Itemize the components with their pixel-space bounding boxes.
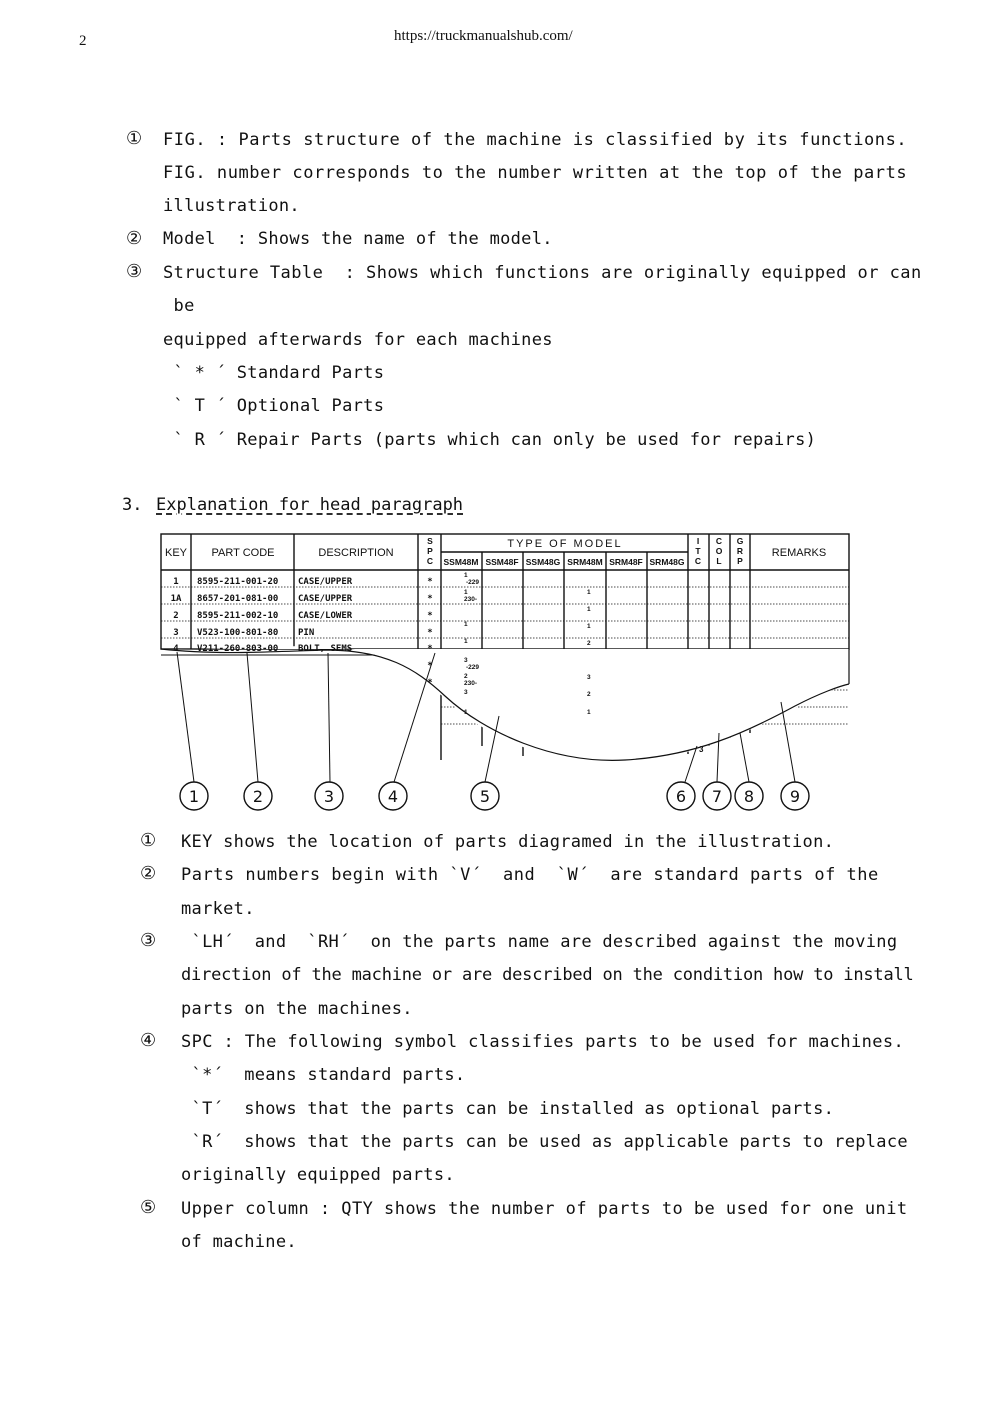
- list2-item3-line2: direction of the machine or are described on the condition how to install: [181, 965, 914, 985]
- header-type-of-model: TYPE OF MODEL: [507, 538, 623, 550]
- header-model-2: SSM48F: [485, 557, 519, 567]
- qty-mark: 2: [464, 673, 468, 680]
- header-itc-t: T: [695, 546, 701, 556]
- qty-mark: 1: [464, 638, 468, 645]
- section-number: 3.: [122, 495, 143, 515]
- row5-key: 4: [173, 644, 179, 654]
- header-itc-c: C: [694, 556, 702, 566]
- qty-mark: 230-: [464, 680, 478, 687]
- list1-item3-line5: ` T ´ Optional Parts: [163, 396, 385, 416]
- header-part-code: PART CODE: [211, 547, 275, 559]
- header-spc-s: S: [427, 536, 433, 546]
- qty-mark: 2: [587, 691, 591, 698]
- list2-marker-3: ③: [140, 930, 157, 951]
- row5-part-code: V211-260-803-00: [197, 644, 279, 654]
- row4-description: PIN: [298, 628, 315, 638]
- header-col-o: O: [715, 546, 723, 556]
- row3-description: CASE/LOWER: [298, 611, 353, 621]
- row4-key: 3: [173, 628, 179, 638]
- list2-item5-line2: of machine.: [181, 1232, 297, 1252]
- header-col-l: L: [716, 556, 722, 566]
- callout-5: 5: [479, 787, 491, 806]
- list1-marker-1: ①: [126, 128, 143, 149]
- row6-spc: *: [427, 661, 433, 671]
- list1-marker-2: ②: [126, 228, 143, 249]
- qty-mark: 1: [464, 621, 468, 628]
- qty-mark: 1: [587, 709, 591, 716]
- header-model-1: SSM48M: [443, 557, 479, 567]
- parts-table-diagram: [155, 528, 855, 818]
- callout-9: 9: [789, 787, 801, 806]
- header-itc-i: I: [696, 536, 700, 546]
- callout-8: 8: [743, 787, 755, 806]
- qty-mark: 2: [587, 640, 591, 647]
- qty-mark: 230-: [464, 596, 478, 603]
- qty-mark: 1: [587, 623, 591, 630]
- list2-marker-1: ①: [140, 830, 157, 851]
- list1-item1-line2: FIG. number corresponds to the number written at the top of the parts: [163, 163, 908, 183]
- qty-mark: -229: [466, 579, 480, 586]
- section-title: Explanation for head paragraph: [156, 495, 464, 515]
- list1-item3-line3: equipped afterwards for each machines: [163, 330, 553, 350]
- row1-spc: *: [427, 577, 433, 587]
- list1-item1-line3: illustration.: [163, 196, 300, 216]
- row3-part-code: 8595-211-002-10: [197, 611, 279, 621]
- row2-description: CASE/UPPER: [298, 594, 353, 604]
- header-description: DESCRIPTION: [318, 547, 394, 559]
- qty-mark: 1: [464, 589, 468, 596]
- callout-6: 6: [675, 787, 687, 806]
- qty-mark: 3: [464, 657, 468, 664]
- row7-spc: *: [427, 678, 433, 688]
- row2-key: 1A: [170, 594, 182, 604]
- page-number: 2: [79, 33, 87, 49]
- header-model-4: SRM48M: [567, 557, 603, 567]
- list2-item4-line4: `R´ shows that the parts can be used as applicable parts to replace: [181, 1132, 908, 1152]
- row5-spc: *: [427, 644, 433, 654]
- list1-marker-3: ③: [126, 261, 143, 282]
- site-url[interactable]: https://truckmanualshub.com/: [394, 28, 573, 44]
- list2-marker-4: ④: [140, 1030, 157, 1051]
- row4-part-code: V523-100-801-80: [197, 628, 279, 638]
- callout-2: 2: [252, 787, 264, 806]
- header-model-3: SSM48G: [525, 557, 561, 567]
- list1-item1-line1: FIG. : Parts structure of the machine is classified by its functions.: [163, 130, 908, 150]
- callout-3: 3: [323, 787, 335, 806]
- header-grp-g: G: [736, 536, 744, 546]
- qty-mark: 1: [587, 606, 591, 613]
- list2-item4-line3: `T´ shows that the parts can be installed as optional parts.: [181, 1099, 835, 1119]
- list1-item2-line1: Model : Shows the name of the model.: [163, 229, 553, 249]
- itc-mark: 3: [699, 745, 704, 754]
- callout-4: 4: [387, 787, 399, 806]
- row1-description: CASE/UPPER: [298, 577, 353, 587]
- header-model-5: SRM48F: [609, 557, 643, 567]
- header-col-c: C: [715, 536, 723, 546]
- list2-item4-line5: originally equipped parts.: [181, 1165, 455, 1185]
- list2-marker-2: ②: [140, 863, 157, 884]
- list1-item3-line2: be: [163, 296, 195, 316]
- list1-item3-line1: Structure Table : Shows which functions are originally equipped or can: [163, 263, 922, 283]
- list2-item5-line1: Upper column : QTY shows the number of parts to be used for one unit: [181, 1199, 908, 1219]
- row1-key: 1: [173, 577, 179, 587]
- row2-part-code: 8657-201-081-00: [197, 594, 279, 604]
- qty-mark: 1: [464, 709, 468, 716]
- row4-spc: *: [427, 628, 433, 638]
- row5-description: BOLT, SEMS: [298, 644, 353, 654]
- qty-mark: 3: [464, 689, 468, 696]
- callout-7: 7: [711, 787, 723, 806]
- header-spc-p: P: [427, 546, 433, 556]
- list2-item4-line1: SPC : The following symbol classifies parts to be used for machines.: [181, 1032, 905, 1052]
- row3-key: 2: [173, 611, 179, 621]
- header-model-6: SRM48G: [649, 557, 685, 567]
- qty-mark: 1: [464, 572, 468, 579]
- list2-item4-line2: `*´ means standard parts.: [181, 1065, 466, 1085]
- header-grp-p: P: [737, 556, 743, 566]
- list1-item3-line6: ` R ´ Repair Parts (parts which can only be used for repairs): [163, 430, 817, 450]
- header-remarks: REMARKS: [771, 547, 827, 559]
- list1-item3-line4: ` * ´ Standard Parts: [163, 363, 385, 383]
- header-spc-c: C: [426, 556, 434, 566]
- qty-mark: -229: [466, 664, 480, 671]
- list2-item2-line1: Parts numbers begin with `V´ and `W´ are standard parts of the: [181, 865, 879, 885]
- list2-item3-line1: `LH´ and `RH´ on the parts name are described against the moving: [181, 932, 898, 952]
- row2-spc: *: [427, 594, 433, 604]
- qty-mark: 1: [587, 589, 591, 596]
- list2-item2-line2: market.: [181, 899, 255, 919]
- callout-1: 1: [188, 787, 200, 806]
- list2-item1-line1: KEY shows the location of parts diagramed in the illustration.: [181, 832, 835, 852]
- header-grp-r: R: [736, 546, 744, 556]
- row3-spc: *: [427, 611, 433, 621]
- qty-mark: 3: [587, 674, 591, 681]
- row1-part-code: 8595-211-001-20: [197, 577, 279, 587]
- header-key: KEY: [164, 547, 188, 559]
- list2-marker-5: ⑤: [140, 1197, 157, 1218]
- list2-item3-line3: parts on the machines.: [181, 999, 413, 1019]
